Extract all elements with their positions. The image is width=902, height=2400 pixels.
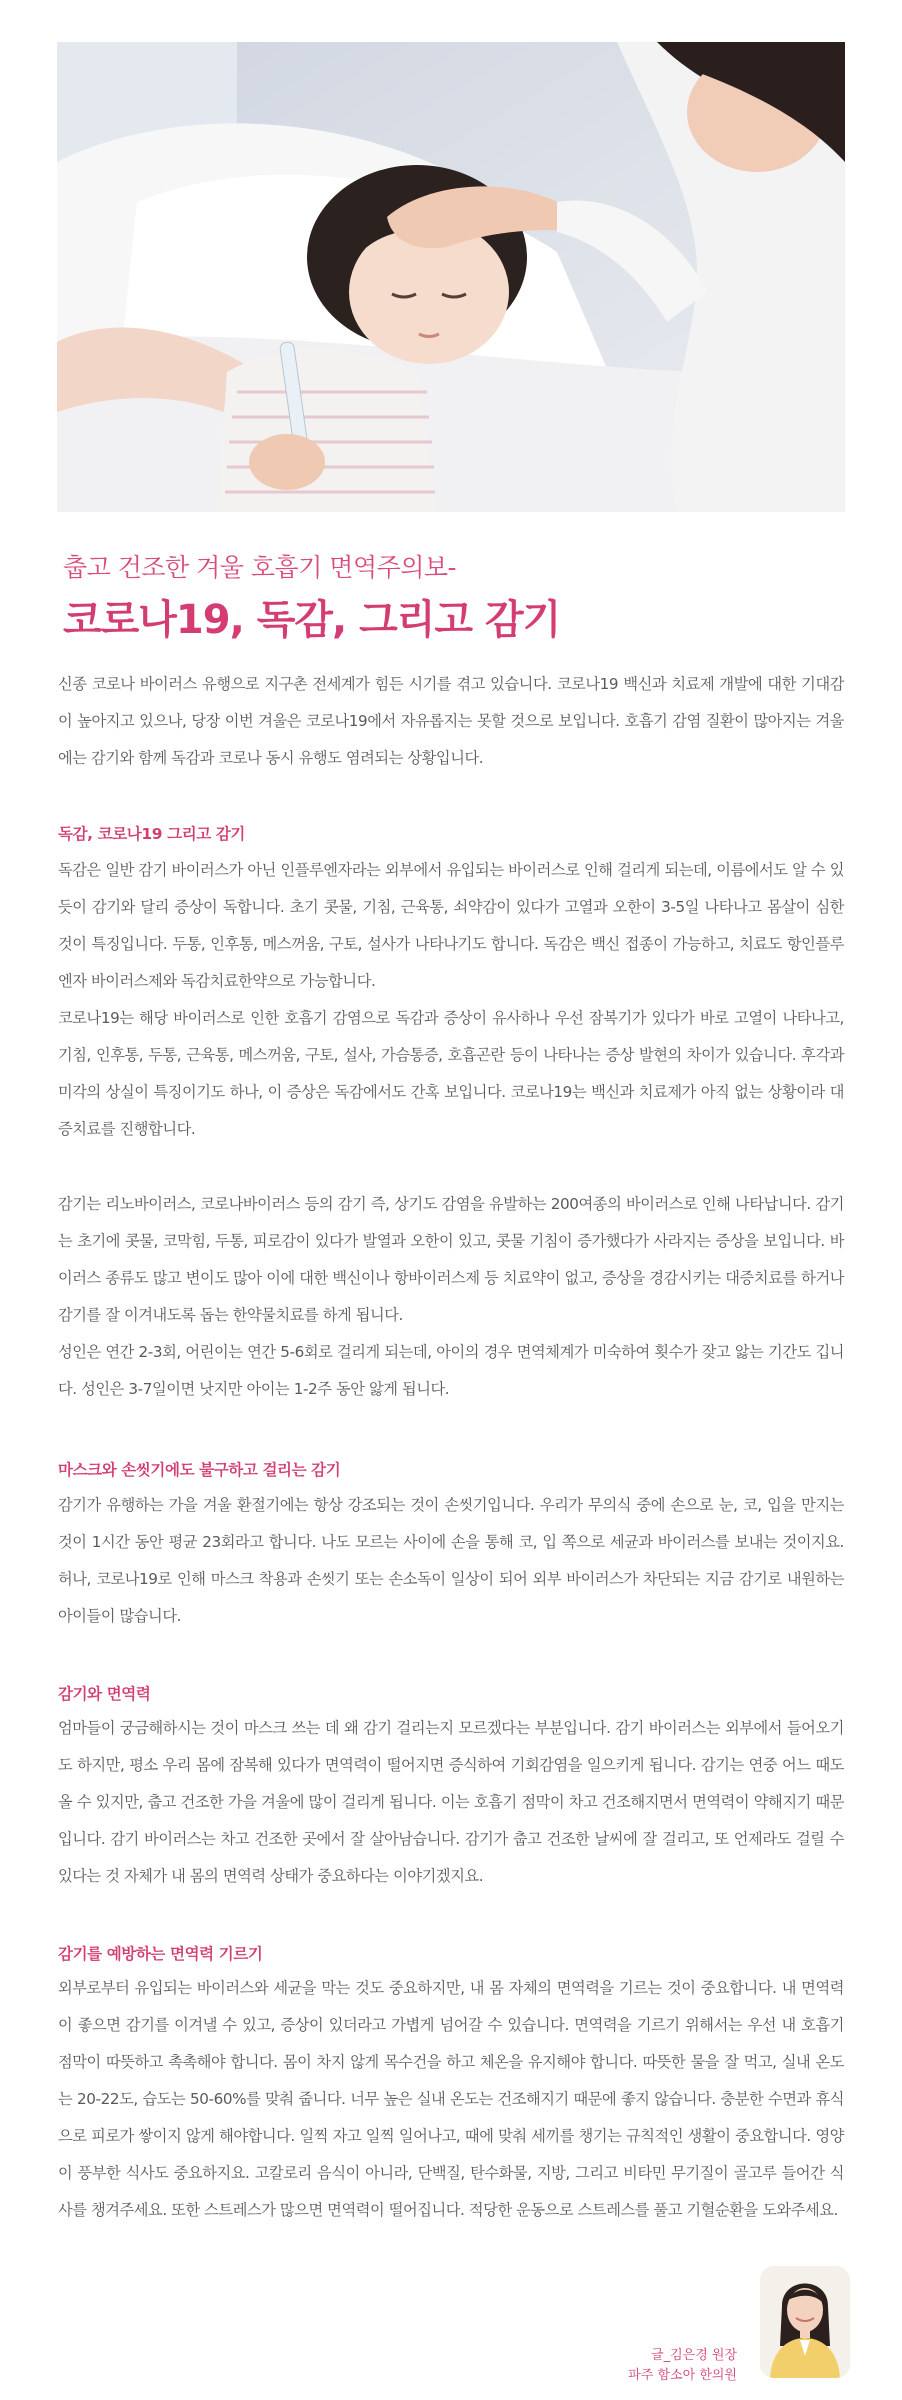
paragraph-cold-frequency: 성인은 연간 2-3회, 어린이는 연간 5-6회로 걸리게 되는데, 아이의 경우 면역체계가 미숙하여 횟수가 잦고 앓는 기간도 깁니다. 성인은 3-7일이면 낫지만 아이는 1-2주 동안 앓게 됩니다. xyxy=(58,1343,844,1398)
hero-image xyxy=(57,42,845,512)
author-name: 글_김은경 원장 xyxy=(651,2348,737,2363)
author-avatar xyxy=(760,2266,850,2378)
paragraph-covid: 코로나19는 해당 바이러스로 인한 호흡기 감염으로 독감과 증상이 유사하나 우선 잠복기가 있다가 바로 고열이 나타나고, 기침, 인후통, 두통, 근육통, 메스꺼움, 구토, 설사, 가슴통증, 호흡곤란 등이 나타나는 증상 발현의 차이가 있습니다. 후각과 미각의 상실이 특징이기도 하나, 이 증상은 독감에서도 간혹 보입니다. 코로나19는 백신과 치료제가 아직 없는 상황이라 대증치료를 진행합니다. xyxy=(58,1009,844,1138)
article-title: 코로나19, 독감, 그리고 감기 xyxy=(63,597,561,643)
paragraph-cold: 감기는 리노바이러스, 코로나바이러스 등의 감기 즉, 상기도 감염을 유발하는 200여종의 바이러스로 인해 나타납니다. 감기는 초기에 콧물, 코막힘, 두통, 피로감이 있다가 발열과 오한이 있고, 콧물 기침이 증가했다가 사라지는 증상을 보입니다. 바이러스 종류도 많고 변이도 많아 이에 대한 백신이나 항바이러스제 등 치료약이 없고, 증상을 경감시키는 대증치료를 하거나 감기를 잘 이겨내도록 돕는 한약물치료를 하게 됩니다. xyxy=(58,1195,844,1324)
author-clinic: 파주 함소아 한의원 xyxy=(628,2368,737,2383)
section-heading-flu-covid-cold: 독감, 코로나19 그리고 감기 xyxy=(58,825,245,843)
doctor-portrait-icon xyxy=(760,2266,850,2378)
section-heading-build-immunity: 감기를 예방하는 면역력 기르기 xyxy=(58,1945,263,1963)
section-heading-mask-handwashing: 마스크와 손씻기에도 불구하고 걸리는 감기 xyxy=(58,1461,341,1479)
intro-paragraph: 신종 코로나 바이러스 유행으로 지구촌 전세계가 힘든 시기를 겪고 있습니다. 코로나19 백신과 치료제 개발에 대한 기대감이 높아지고 있으나, 당장 이번 겨울은 코로나19에서 자유롭지는 못할 것으로 보입니다. 호흡기 감염 질환이 많아지는 겨울에는 감기와 함께 독감과 코로나 동시 유행도 염려되는 상황입니다. xyxy=(58,675,844,767)
paragraph-build-immunity: 외부로부터 유입되는 바이러스와 세균을 막는 것도 중요하지만, 내 몸 자체의 면역력을 기르는 것이 중요합니다. 내 면역력이 좋으면 감기를 이겨낼 수 있고, 증상이 있더라고 가볍게 넘어갈 수 있습니다. 면역력을 기르기 위해서는 우선 내 호흡기 점막이 따뜻하고 촉촉해야 합니다. 몸이 차지 않게 목수건을 하고 체온을 유지해야 합니다. 따뜻한 물을 잘 먹고, 실내 온도는 20-22도, 습도는 50-60%를 맞춰 줍니다. 너무 높은 실내 온도는 건조해지기 때문에 좋지 않습니다. 충분한 수면과 휴식으로 피로가 쌓이지 않게 해야합니다. 일찍 자고 일찍 일어나고, 때에 맞춰 세끼를 챙기는 규칙적인 생활이 중요합니다. 영양이 풍부한 식사도 중요하지요. 고칼로리 음식이 아니라, 단백질, 탄수화물, 지방, 그리고 비타민 무기질이 골고루 들어간 식사를 챙겨주세요. 또한 스트레스가 많으면 면역력이 떨어집니다. 적당한 운동으로 스트레스를 풀고 기혈순환을 도와주세요. xyxy=(58,1979,844,2219)
section-heading-cold-immunity: 감기와 면역력 xyxy=(58,1685,151,1703)
author-credit xyxy=(628,2346,737,2386)
article-subtitle: 춥고 건조한 겨울 호흡기 면역주의보- xyxy=(63,553,457,582)
child-fever-photo-icon xyxy=(57,42,845,512)
paragraph-handwashing: 감기가 유행하는 가을 겨울 환절기에는 항상 강조되는 것이 손씻기입니다. 우리가 무의식 중에 손으로 눈, 코, 입을 만지는 것이 1시간 동안 평균 23회라고 합니다. 나도 모르는 사이에 손을 통해 코, 입 쪽으로 세균과 바이러스를 보내는 것이지요. 허나, 코로나19로 인해 마스크 착용과 손씻기 또는 손소독이 일상이 되어 외부 바이러스가 차단되는 지금 감기로 내원하는 아이들이 많습니다. xyxy=(58,1496,844,1625)
paragraph-flu: 독감은 일반 감기 바이러스가 아닌 인플루엔자라는 외부에서 유입되는 바이러스로 인해 걸리게 되는데, 이름에서도 알 수 있듯이 감기와 달리 증상이 독합니다. 초기 콧물, 기침, 근육통, 쇠약감이 있다가 고열과 오한이 3-5일 나타나고 몸살이 심한 것이 특징입니다. 두통, 인후통, 메스꺼움, 구토, 설사가 나타나기도 합니다. 독감은 백신 접종이 가능하고, 치료도 항인플루엔자 바이러스제와 독감치료한약으로 가능합니다. xyxy=(58,861,844,990)
paragraph-immunity: 엄마들이 궁금해하시는 것이 마스크 쓰는 데 왜 감기 걸리는지 모르겠다는 부분입니다. 감기 바이러스는 외부에서 들어오기도 하지만, 평소 우리 몸에 잠복해 있다가 면역력이 떨어지면 증식하여 기회감염을 일으키게 됩니다. 감기는 연중 어느 때도 올 수 있지만, 춥고 건조한 가을 겨울에 많이 걸리게 됩니다. 이는 호흡기 점막이 차고 건조해지면서 면역력이 약해지기 때문입니다. 감기 바이러스는 차고 건조한 곳에서 잘 살아남습니다. 감기가 춥고 건조한 날씨에 잘 걸리고, 또 언제라도 걸릴 수 있다는 것 자체가 내 몸의 면역력 상태가 중요하다는 이야기겠지요. xyxy=(58,1719,844,1885)
